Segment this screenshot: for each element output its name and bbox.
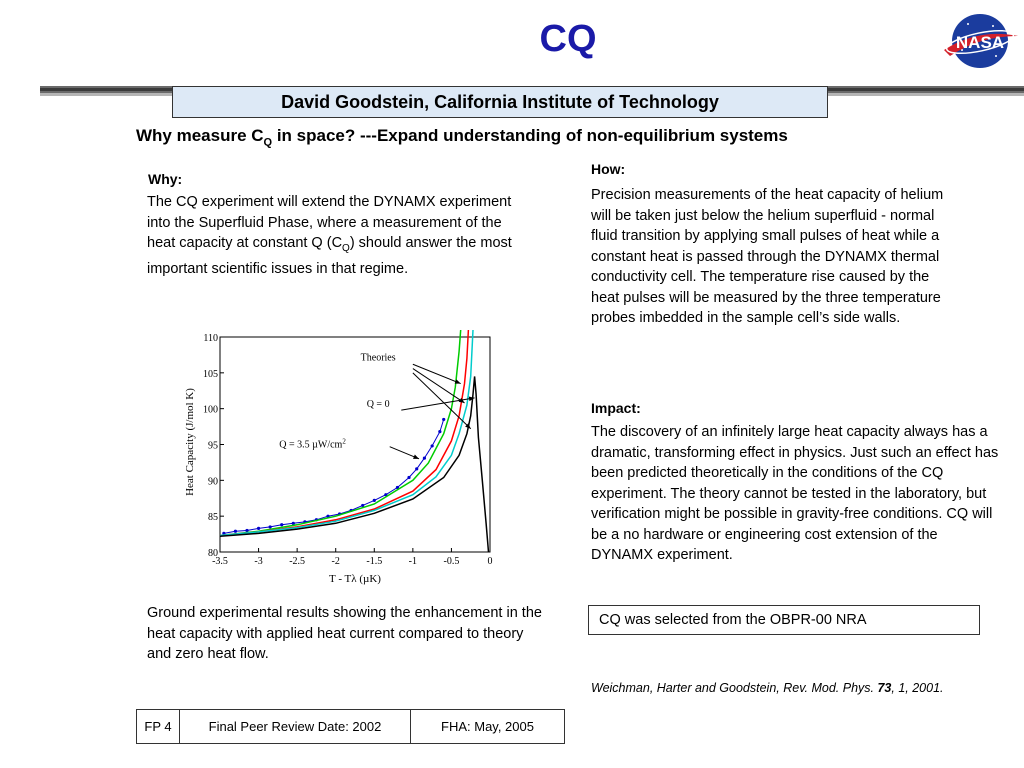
y-tick-label: 80 [208, 548, 218, 559]
series-line-2 [220, 330, 468, 536]
data-point [438, 430, 441, 433]
x-tick-label: -2 [331, 556, 340, 567]
slide-title: CQ [539, 18, 597, 60]
impact-text: The discovery of an infinitely large heat capacity always has a dramatic, transforming effect in physics. Just such an effect has been predicted theoretically in the conditions of the CQ experiment. The theory cannot be tested in the laboratory, but verification might be possible in gravity-free conditions. CQ will be a no hardware or engineering cost extension of the DYNAMX experiment. [591, 424, 999, 563]
how-heading: How: [591, 161, 626, 177]
subtitle-subscript: Q [263, 136, 273, 149]
heat-capacity-chart [180, 330, 500, 588]
y-axis-label: Heat Capacity (J/mol K) [184, 388, 196, 496]
footer-fha-date: FHA: May, 2005 [410, 710, 564, 743]
x-tick-label: -3.5 [212, 556, 228, 567]
x-axis-label: T - Tλ (µK) [329, 573, 381, 585]
how-text: Precision measurements of the heat capacity of helium will be taken just below the helium superfluid - normal fluid transition by applying small pulses of heat while a constant heat is passed through the DYNAMX thermal conductivity cell. The temperature rise caused by the heat pulses will be measured by the three temperature probes imbedded in the sample cell’s side walls. [591, 187, 944, 326]
impact-heading: Impact: [591, 400, 641, 416]
annotation-q-applied-prefix: Q = 3.5 µW/cm [279, 439, 343, 451]
selected-box-text: CQ was selected from the OBPR-00 NRA [599, 612, 867, 628]
reference-suffix: , 1, 2001. [891, 681, 944, 695]
data-point [234, 530, 237, 533]
footer-review-date: Final Peer Review Date: 2002 [179, 710, 410, 743]
data-point [373, 499, 376, 502]
y-tick-label: 95 [208, 440, 218, 452]
annotation-arrowhead [413, 455, 419, 459]
data-point [423, 457, 426, 460]
y-tick-label: 105 [203, 368, 218, 380]
chart-caption: Ground experimental results showing the enhancement in the heat capacity with applied heat current compared to theory and zero heat flow. [147, 605, 542, 662]
annotation-q-zero: Q = 0 [366, 399, 390, 411]
why-text-a: The CQ experiment will extend the DYNAMX experiment into the Superfluid Phase, where a measurement of the heat capacity at constant Q (C [147, 194, 512, 251]
x-tick-label: -1 [408, 556, 418, 567]
nasa-logo-text: NASA [955, 33, 1005, 52]
subtitle-prefix: Why measure C [136, 126, 264, 145]
data-point [257, 527, 260, 530]
data-point [407, 476, 410, 479]
y-tick-label: 85 [208, 512, 218, 524]
reference-prefix: Weichman, Harter and Goodstein, Rev. Mod. Phys. [591, 681, 878, 695]
author-box [172, 86, 828, 118]
why-text-subscript: Q [342, 242, 350, 254]
series-line-3 [220, 330, 473, 536]
y-tick-label: 100 [203, 404, 218, 416]
why-text-b: ) should answer the most important scientific issues in that regime. [147, 235, 512, 278]
reference-volume: 73 [877, 681, 892, 695]
annotation-theories: Theories [360, 352, 396, 364]
footer-bar [136, 709, 565, 744]
y-tick-label: 90 [208, 476, 218, 488]
data-point [431, 444, 434, 447]
series-line-1 [220, 330, 461, 536]
annotation-arrow [401, 398, 474, 410]
x-tick-label: -3 [254, 556, 263, 567]
data-point [442, 418, 445, 421]
author-text: David Goodstein, California Institute of Technology [281, 91, 719, 112]
subtitle [136, 126, 916, 148]
footer-page-number: FP 4 [144, 719, 172, 734]
data-point [415, 467, 418, 470]
y-tick-label: 110 [203, 333, 218, 344]
data-point [269, 525, 272, 528]
x-tick-label: 0 [487, 556, 493, 567]
x-tick-label: -2.5 [289, 556, 306, 567]
data-point [280, 523, 283, 526]
reference-citation [591, 681, 944, 695]
data-point [292, 522, 295, 525]
selected-box [588, 605, 980, 635]
subtitle-suffix: in space? ---Expand understanding of non-equilibrium systems [272, 126, 788, 145]
x-tick-label: -0.5 [443, 556, 460, 567]
why-heading: Why: [148, 171, 183, 187]
nasa-logo [938, 6, 1022, 76]
annotation-q-applied-superscript: 2 [342, 437, 346, 446]
annotation-q-applied [279, 437, 346, 450]
x-tick-label: -1.5 [366, 556, 383, 567]
why-text [147, 192, 527, 280]
